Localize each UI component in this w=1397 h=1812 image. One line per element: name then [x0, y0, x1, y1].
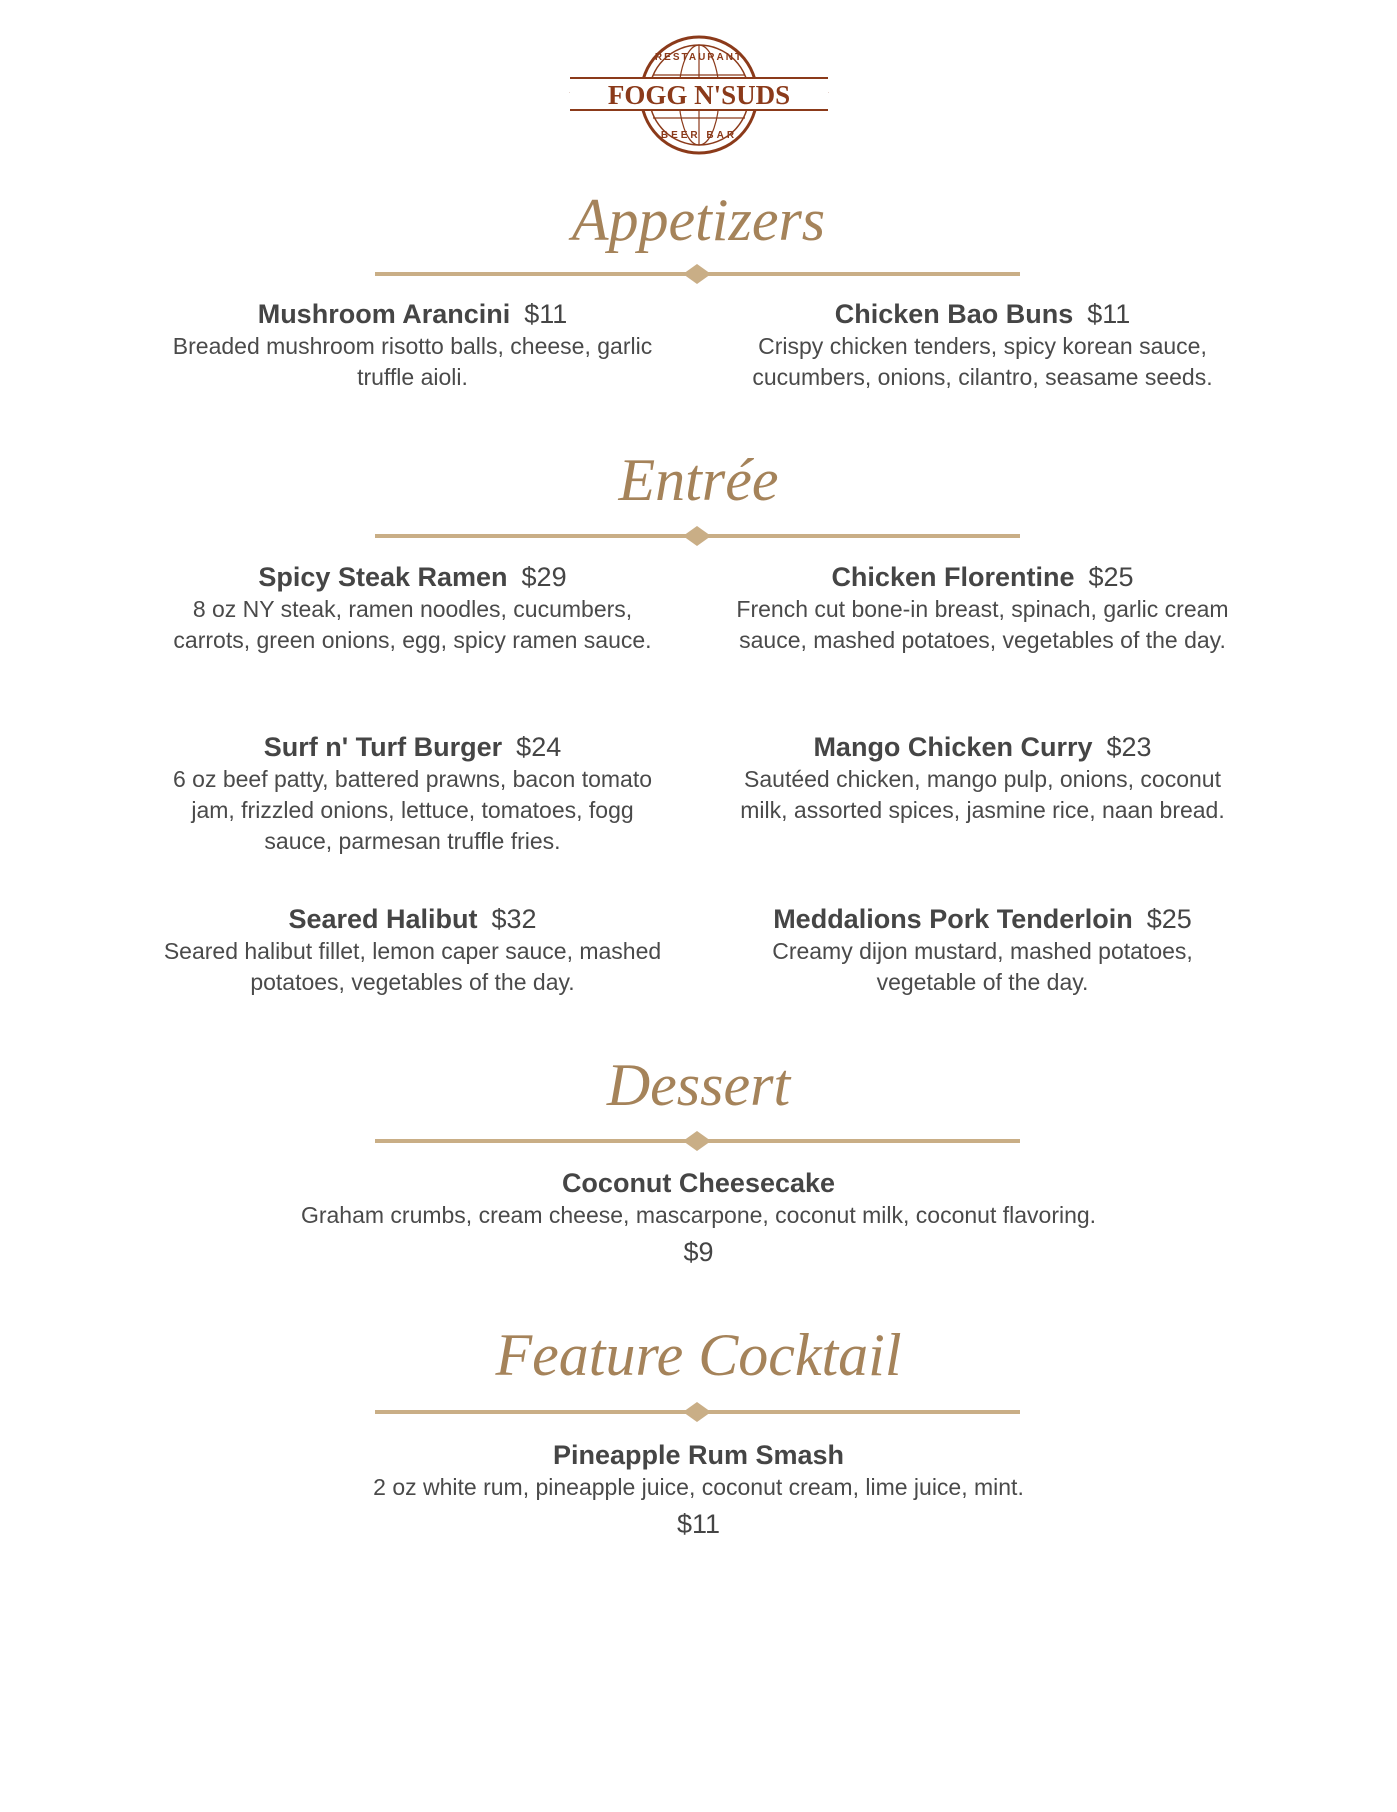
item-price: $11: [676, 1509, 721, 1539]
restaurant-logo: [568, 30, 830, 160]
item-name: Mushroom Arancini: [257, 299, 511, 329]
item-name: Pineapple Rum Smash: [552, 1440, 845, 1470]
item-description: Seared halibut fillet, lemon caper sauce, mashed potatoes, vegetables of the day.: [163, 938, 662, 995]
item-description: Crispy chicken tenders, spicy korean sauce, cucumbers, onions, cilantro, seasame seeds.: [752, 333, 1213, 390]
item-description: 6 oz beef patty, battered prawns, bacon tomato jam, frizzled onions, lettuce, tomatoes, fogg sauce, parmesan truffle fries.: [172, 766, 653, 854]
item-name: Chicken Bao Buns: [834, 299, 1074, 329]
section-divider: [375, 1400, 1020, 1424]
item-name: Meddalions Pork Tenderloin: [773, 904, 1133, 934]
item-description: 2 oz white rum, pineapple juice, coconut cream, lime juice, mint.: [373, 1474, 1024, 1500]
item-name: Coconut Cheesecake: [561, 1168, 836, 1198]
item-price: $11: [524, 299, 568, 329]
section-divider: [375, 524, 1020, 548]
item-price: $24: [516, 732, 562, 762]
item-description: French cut bone-in breast, spinach, garlic cream sauce, mashed potatoes, vegetables of the day.: [736, 596, 1229, 653]
item-description: Creamy dijon mustard, mashed potatoes, vegetable of the day.: [772, 938, 1193, 995]
item-description: 8 oz NY steak, ramen noodles, cucumbers, carrots, green onions, egg, spicy ramen sauce.: [173, 596, 652, 653]
item-name: Seared Halibut: [288, 904, 478, 934]
item-description: Sautéed chicken, mango pulp, onions, coconut milk, assorted spices, jasmine rice, naan bread.: [740, 766, 1225, 823]
logo-bottom-text: BEER BAR: [660, 130, 738, 141]
item-price: $25: [1088, 562, 1134, 592]
menu-item: [730, 560, 1235, 656]
section-title-appetizers: Appetizers: [571, 187, 826, 253]
item-description: Graham crumbs, cream cheese, mascarpone, coconut milk, coconut flavoring.: [300, 1202, 1097, 1228]
menu-item: [730, 902, 1235, 998]
logo-main-text: FOGG N'SUDS: [607, 80, 791, 110]
section-divider: [375, 1129, 1020, 1153]
item-price: $25: [1146, 904, 1192, 934]
section-title-entree: Entrée: [618, 447, 779, 513]
item-name: Surf n' Turf Burger: [263, 732, 503, 762]
menu-item: [730, 730, 1235, 826]
item-name: Chicken Florentine: [831, 562, 1075, 592]
item-name: Spicy Steak Ramen: [258, 562, 508, 592]
item-price: $23: [1106, 732, 1152, 762]
menu-item: [730, 297, 1235, 393]
item-description: Breaded mushroom risotto balls, cheese, garlic truffle aioli.: [172, 333, 653, 390]
section-divider: [375, 262, 1020, 286]
menu-item: [160, 902, 665, 998]
menu-item: [200, 1438, 1197, 1541]
menu-item: [160, 560, 665, 656]
menu-item: [160, 297, 665, 393]
section-title-cocktail: Feature Cocktail: [495, 1322, 902, 1388]
item-price: $32: [491, 904, 537, 934]
item-price: $29: [521, 562, 567, 592]
logo-emblem: [568, 30, 830, 160]
menu-item: [200, 1166, 1197, 1269]
section-title-dessert: Dessert: [606, 1052, 791, 1118]
item-price: $11: [1087, 299, 1131, 329]
item-name: Mango Chicken Curry: [813, 732, 1093, 762]
logo-top-text: RESTAURANT: [654, 52, 744, 63]
item-price: $9: [683, 1237, 714, 1267]
menu-item: [160, 730, 665, 857]
